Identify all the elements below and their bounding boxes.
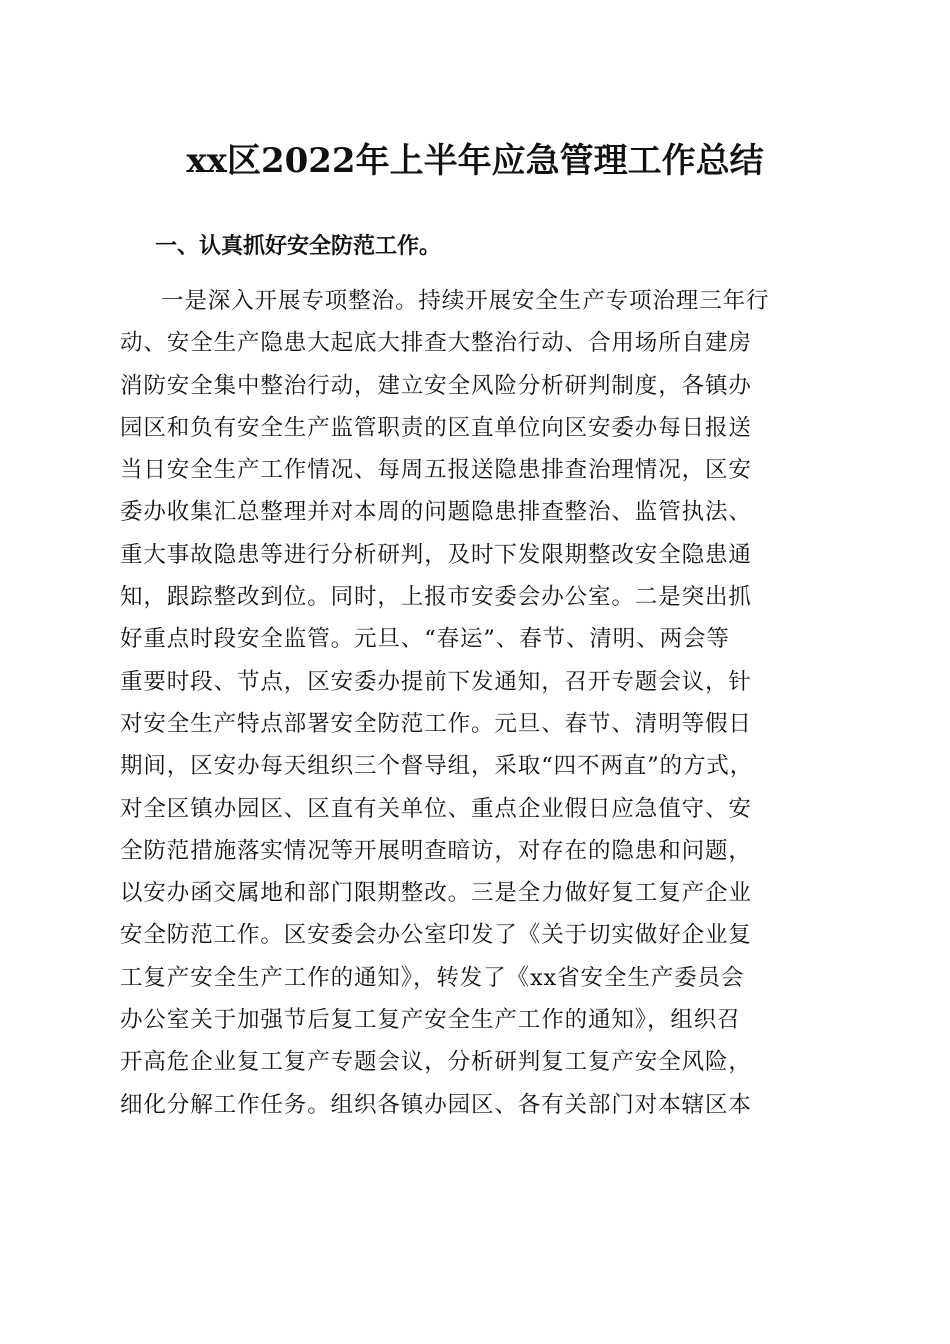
document-title: xx区2022年上半年应急管理工作总结 — [186, 141, 764, 181]
paragraph-line: 细化分解工作任务。组织各镇办园区、各有关部门对本辖区本 — [120, 1091, 752, 1118]
paragraph-line: 委办收集汇总整理并对本周的问题隐患排查整治、监管执法、 — [120, 499, 752, 526]
body-paragraph — [120, 280, 830, 1126]
paragraph-line: 安全防范工作。区安委会办公室印发了《关于切实做好企业复 — [120, 922, 752, 949]
paragraph-line: 全防范措施落实情况等开展明查暗访，对存在的隐患和问题， — [120, 837, 752, 864]
section-heading: 一、认真抓好安全防范工作。 — [155, 234, 442, 259]
paragraph-line: 知，跟踪整改到位。同时，上报市安委会办公室。二是突出抓 — [120, 584, 752, 611]
paragraph-line: 期间，区安办每天组织三个督导组，采取“四不两直”的方式， — [120, 753, 754, 780]
paragraph-line: 对安全生产特点部署安全防范工作。元旦、春节、清明等假日 — [120, 710, 752, 737]
paragraph-line: 当日安全生产工作情况、每周五报送隐患排查治理情况，区安 — [120, 457, 752, 484]
paragraph-line: 对全区镇办园区、区直有关单位、重点企业假日应急值守、安 — [120, 795, 752, 822]
paragraph-line: 一是深入开展专项整治。持续开展安全生产专项治理三年行 — [161, 288, 770, 314]
paragraph-line: 重大事故隐患等进行分析研判，及时下发限期整改安全隐患通 — [120, 541, 752, 568]
paragraph-line: 办公室关于加强节后复工复产安全生产工作的通知》，组织召 — [120, 1007, 741, 1034]
paragraph-line: 园区和负有安全生产监管职责的区直单位向区安委办每日报送 — [120, 414, 752, 441]
paragraph-line: 开高危企业复工复产专题会议，分析研判复工复产安全风险， — [120, 1049, 752, 1076]
paragraph-line: 消防安全集中整治行动，建立安全风险分析研判制度，各镇办 — [120, 372, 752, 399]
paragraph-line: 重要时段、节点，区安委办提前下发通知，召开专题会议，针 — [120, 668, 752, 695]
paragraph-line: 工复产安全生产工作的通知》，转发了《xx省安全生产委员会 — [120, 964, 745, 991]
paragraph-line: 好重点时段安全监管。元旦、“春运”、春节、清明、两会等 — [120, 626, 730, 653]
paragraph-line: 动、安全生产隐患大起底大排查大整治行动、合用场所自建房 — [120, 330, 752, 357]
paragraph-line: 以安办函交属地和部门限期整改。三是全力做好复工复产企业 — [120, 880, 752, 907]
